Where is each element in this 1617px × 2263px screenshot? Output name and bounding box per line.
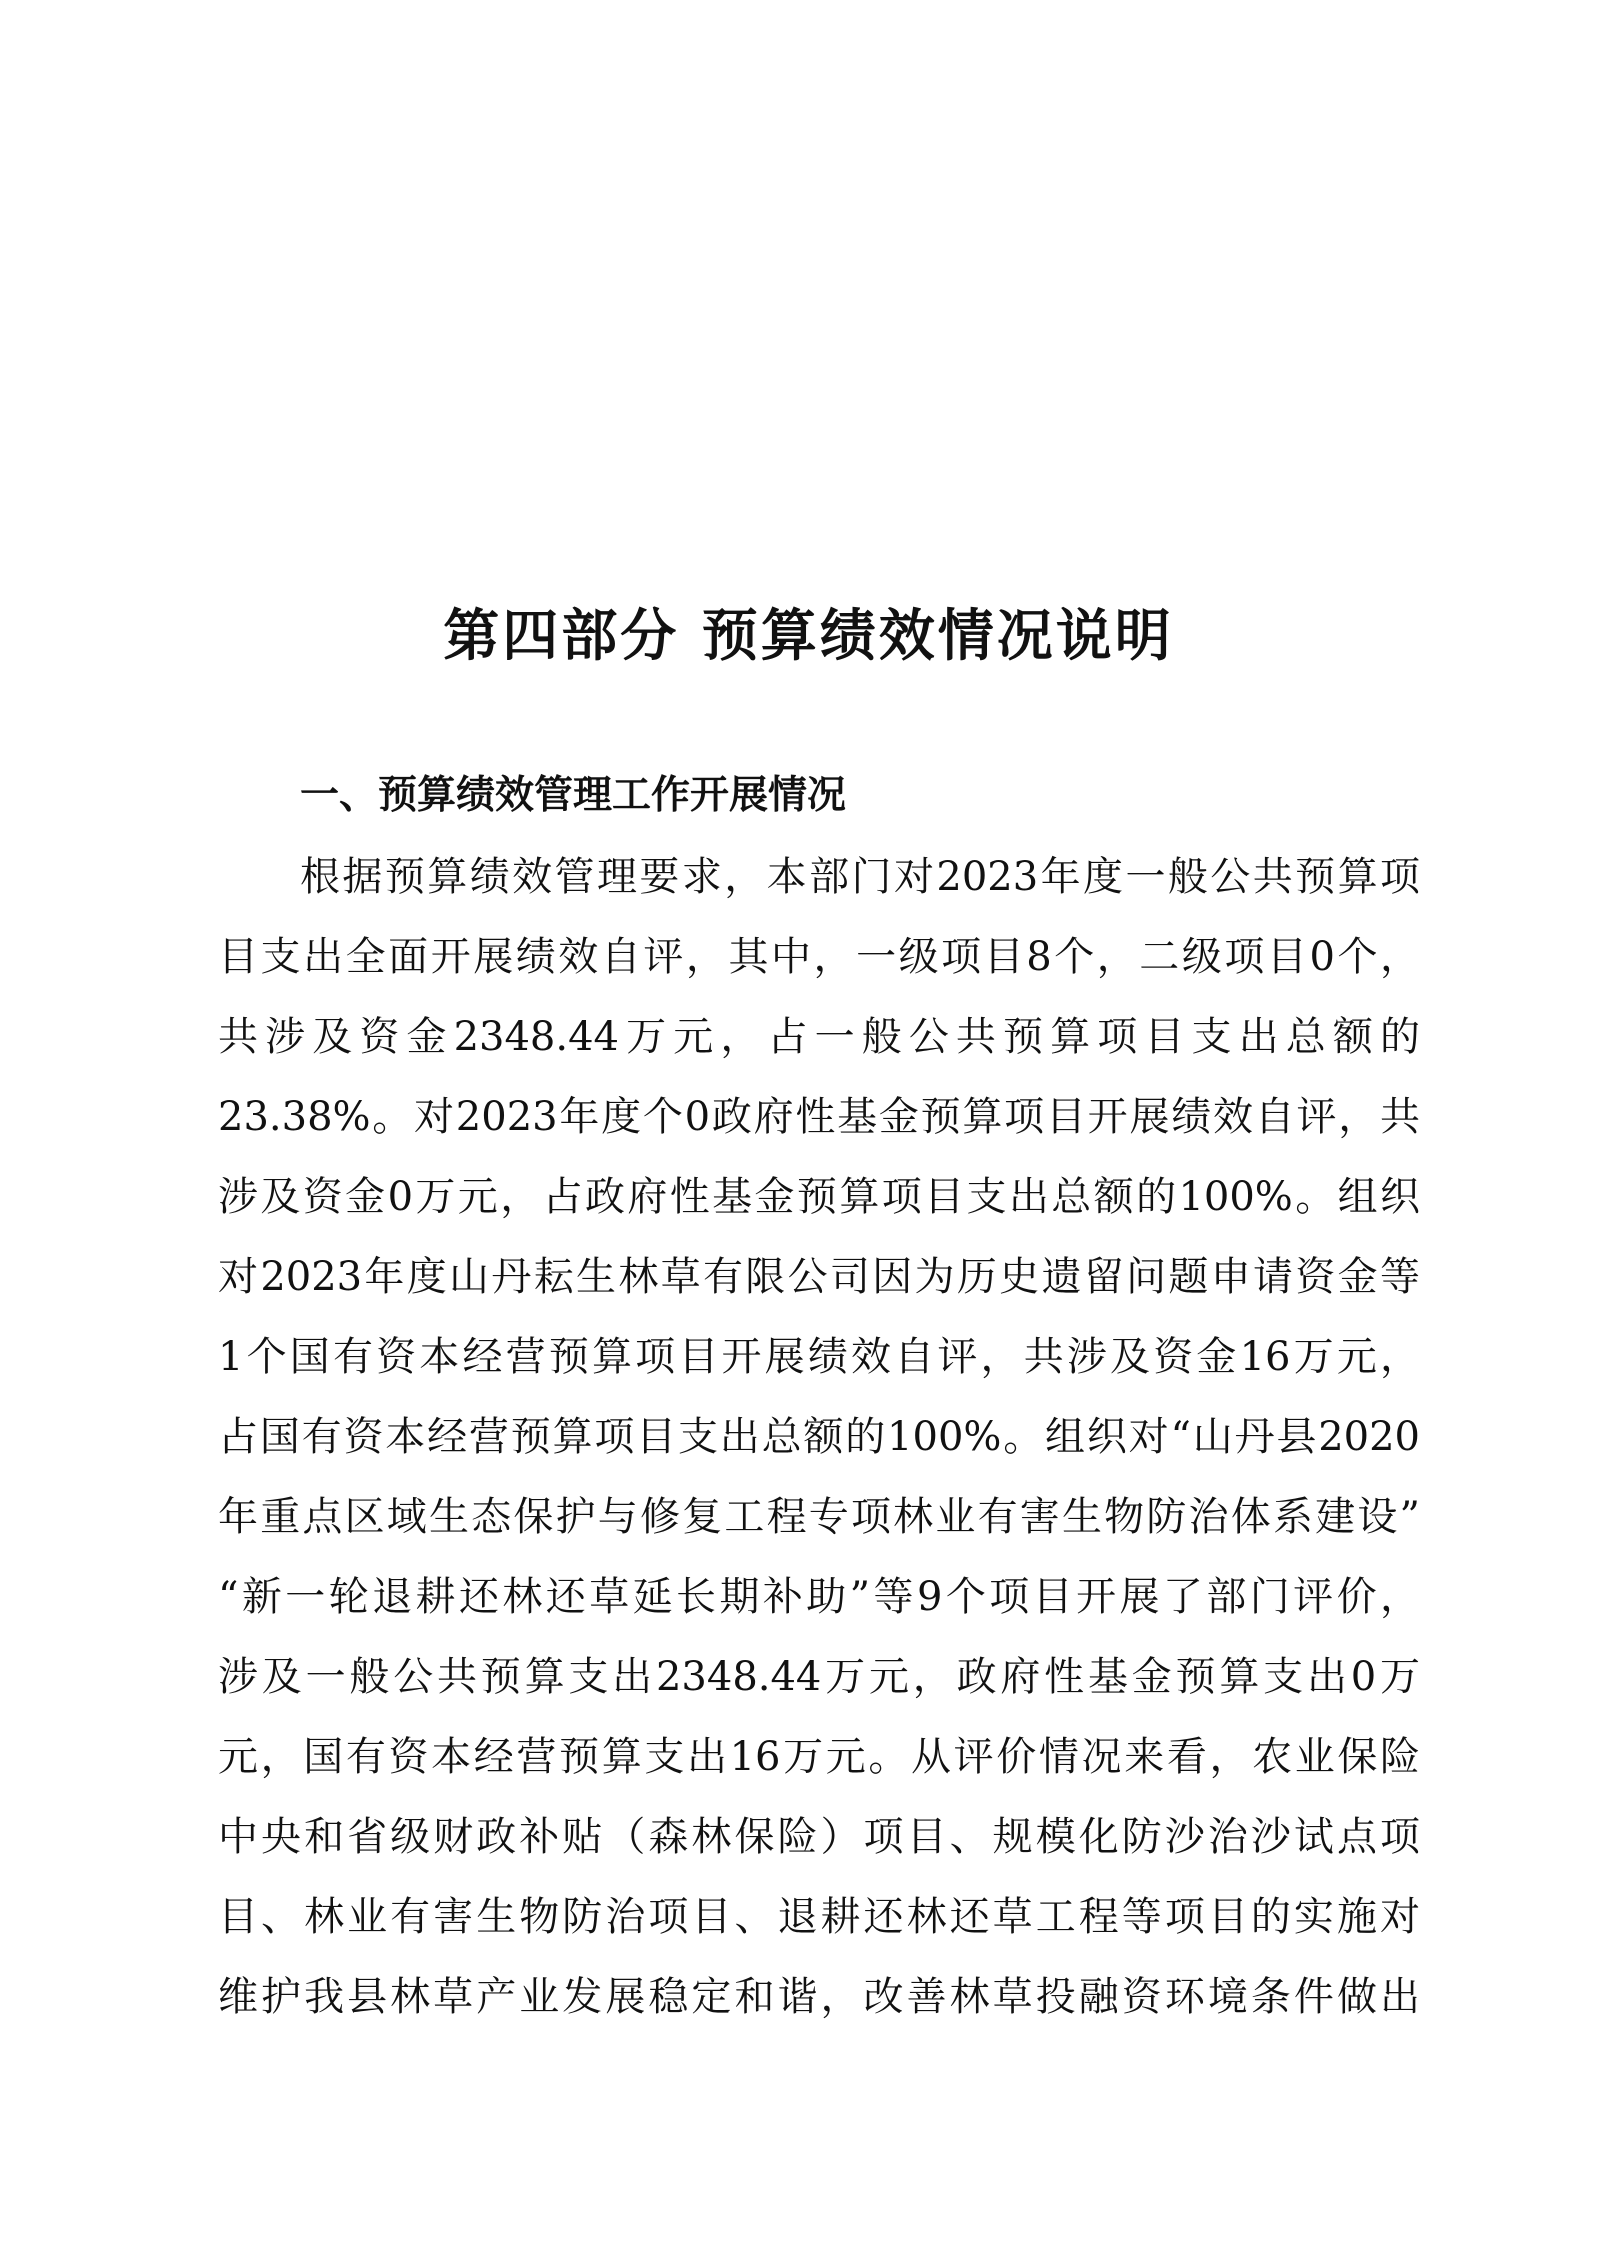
paragraph-line: 目、林业有害生物防治项目、退耕还林还草工程等项目的实施对	[218, 1894, 1420, 1940]
paragraph-line: 中央和省级财政补贴（森林保险）项目、规模化防沙治沙试点项	[218, 1814, 1420, 1860]
paragraph-line: 23.38%。对2023年度个0政府性基金预算项目开展绩效自评，共	[218, 1094, 1420, 1140]
paragraph-line: 共涉及资金2348.44万元，占一般公共预算项目支出总额的	[218, 1014, 1420, 1060]
paragraph-line: 元，国有资本经营预算支出16万元。从评价情况来看，农业保险	[218, 1734, 1420, 1780]
paragraph-line: “新一轮退耕还林还草延长期补助”等9个项目开展了部门评价，	[218, 1574, 1420, 1620]
paragraph-line: 根据预算绩效管理要求，本部门对2023年度一般公共预算项	[300, 854, 1420, 900]
paragraph-line: 涉及资金0万元，占政府性基金预算项目支出总额的100%。组织	[218, 1174, 1420, 1220]
paragraph-line: 维护我县林草产业发展稳定和谐，改善林草投融资环境条件做出	[218, 1974, 1420, 2020]
paragraph-line: 1个国有资本经营预算项目开展绩效自评，共涉及资金16万元，	[218, 1334, 1420, 1380]
paragraph-line: 涉及一般公共预算支出2348.44万元，政府性基金预算支出0万	[218, 1654, 1420, 1700]
paragraph-line: 对2023年度山丹耘生林草有限公司因为历史遗留问题申请资金等	[218, 1254, 1420, 1300]
section-heading: 一、预算绩效管理工作开展情况	[300, 773, 847, 818]
paragraph-line: 年重点区域生态保护与修复工程专项林业有害生物防治体系建设”	[218, 1494, 1420, 1540]
page-title: 第四部分 预算绩效情况说明	[443, 603, 1174, 669]
paragraph-line: 占国有资本经营预算项目支出总额的100%。组织对“山丹县2020	[218, 1414, 1420, 1460]
paragraph-line: 目支出全面开展绩效自评，其中，一级项目8个，二级项目0个，	[218, 934, 1420, 980]
